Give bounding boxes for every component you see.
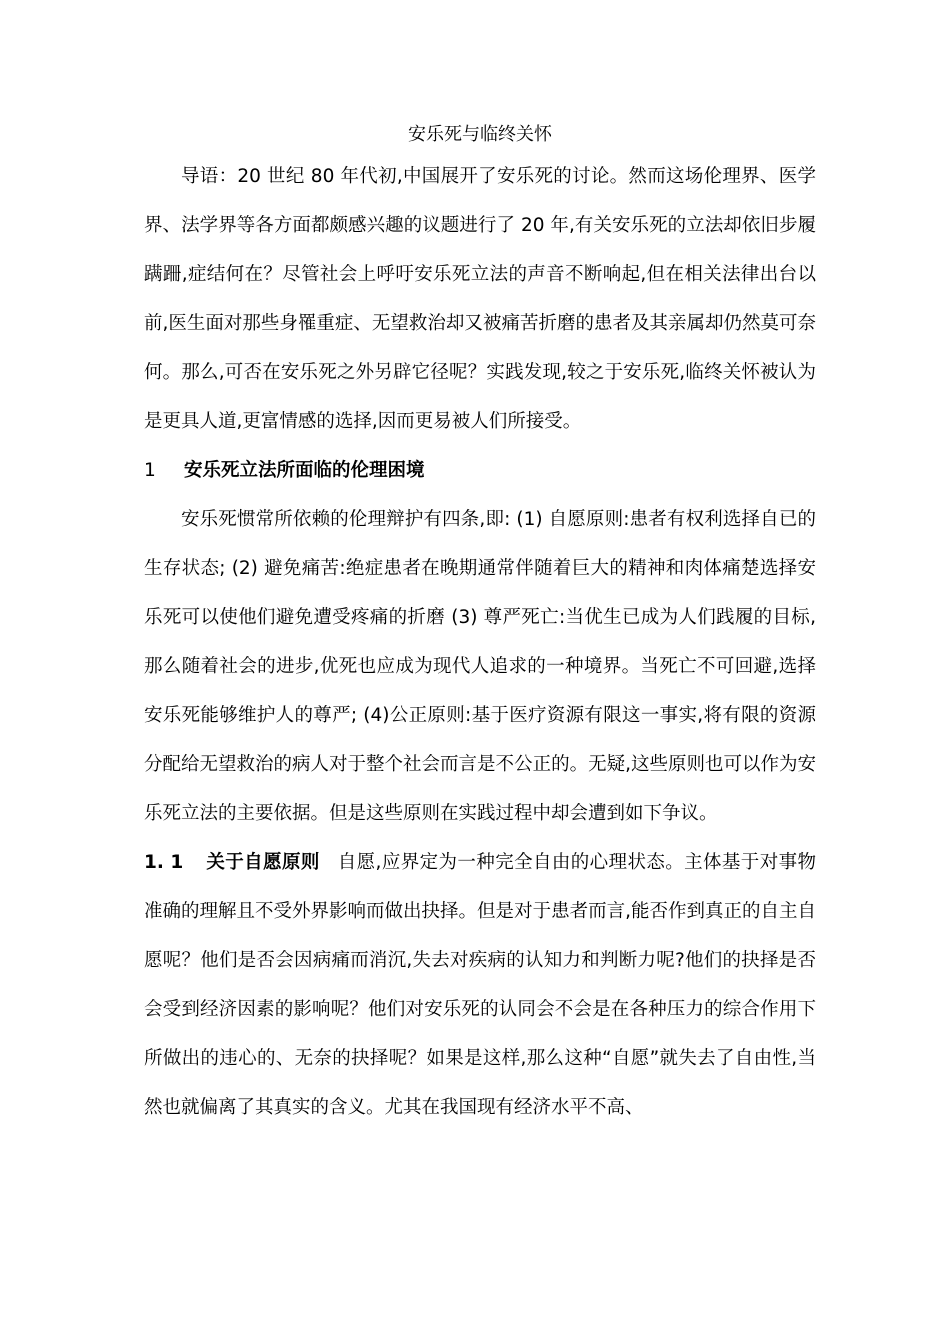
section-1-heading-text: 安乐死立法所面临的伦理困境 <box>184 460 425 481</box>
section-1-1-number: 1. 1 <box>144 852 184 873</box>
document-page <box>144 118 816 1132</box>
section-1-1-body: 自愿,应界定为一种完全自由的心理状态。主体基于对事物准确的理解且不受外界影响而做出抉择。但是对于患者而言,能否作到真正的自主自愿呢？他们是否会因病痛而消沉,失去对疾病的认知力和判断力呢?他们的抉择是否会受到经济因素的影响呢？他们对安乐死的认同会不会是在各种压力的综合作用下所做出的违心的、无奈的抉择呢？如果是这样,那么这种“自愿”就失去了自由性,当然也就偏离了其真实的含义。尤其在我国现有经济水平不高、 <box>144 852 816 1118</box>
section-1-paragraph: 安乐死惯常所依赖的伦理辩护有四条,即: (1) 自愿原则:患者有权利选择自已的生存状态; (2) 避免痛苦:绝症患者在晚期通常伴随着巨大的精神和肉体痛楚选择安乐死可以使他们避免遭受疼痛的折磨 (3) 尊严死亡:当优生已成为人们践履的目标,那么随着社会的进步,优死也应成为现代人追求的一种境界。当死亡不可回避,选择安乐死能够维护人的尊严; (4)公正原则:基于医疗资源有限这一事实,将有限的资源分配给无望救治的病人对于整个社会而言是不公正的。无疑,这些原则也可以作为安乐死立法的主要依据。但是这些原则在实践过程中却会遭到如下争议。 <box>144 509 816 824</box>
section-1-heading <box>144 446 816 495</box>
section-1-1-heading: 关于自愿原则 <box>206 852 320 873</box>
intro-paragraph: 导语：20 世纪 80 年代初,中国展开了安乐死的讨论。然而这场伦理界、医学界、法学界等各方面都颇感兴趣的议题进行了 20 年,有关安乐死的立法却依旧步履蹒跚,症结何在？尽管社会上呼吁安乐死立法的声音不断响起,但在相关法律出台以前,医生面对那些身罹重症、无望救治却又被痛苦折磨的患者及其亲属却仍然莫可奈何。那么,可否在安乐死之外另辟它径呢？实践发现,较之于安乐死,临终关怀被认为是更具人道,更富情感的选择,因而更易被人们所接受。 <box>144 166 816 432</box>
document-title: 安乐死与临终关怀 <box>408 124 552 145</box>
section-1-number: 1 <box>144 460 156 481</box>
section-1-1-paragraph <box>144 838 816 1132</box>
